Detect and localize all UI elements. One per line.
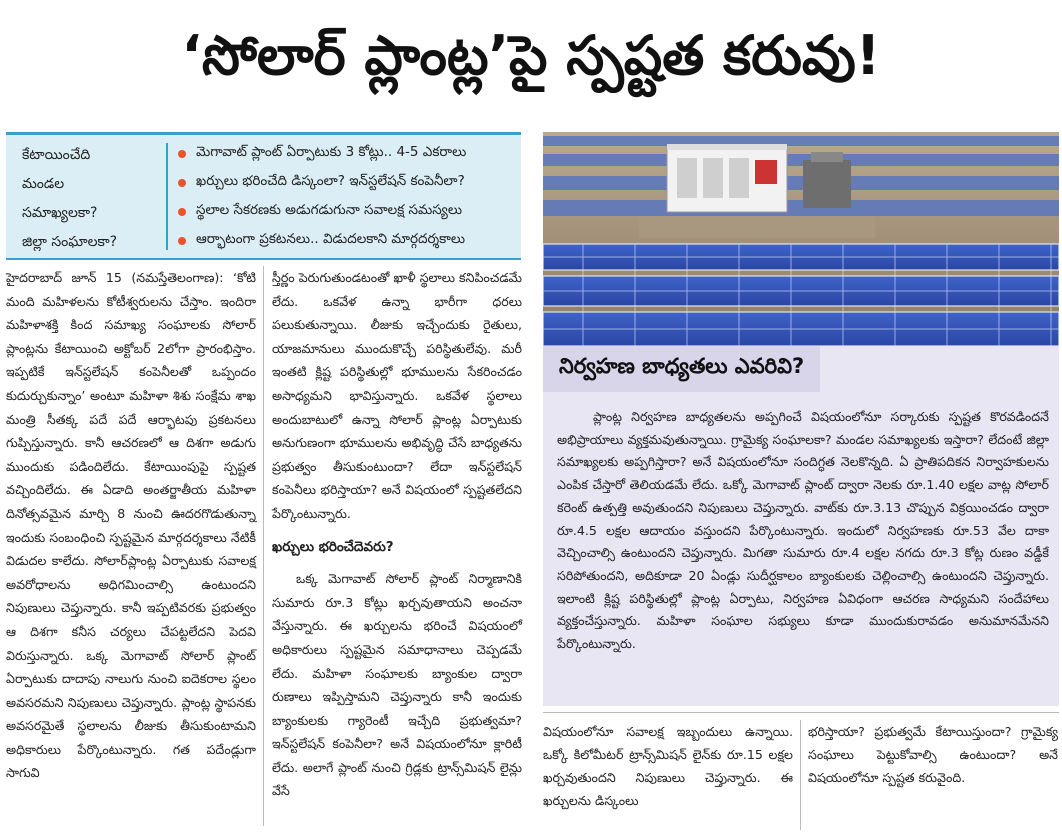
headline: ‘సోలార్ ప్లాంట్ల’పై స్పష్టత కరువు! [181,23,881,87]
question-line: జిల్లా సంఘాలకా? [22,234,118,250]
article-column-4 [808,720,1058,789]
paragraph: హైదరాబాద్ జూన్ 15 (నమస్తేతెలంగాణ): ‘కోటి మంది మహిళలను కోటీశ్వరులను చేస్తాం. ఇందిరా మహిళాశక్తి కింద సమాఖ్య సంఘాలకు సోలార్ ప్లాంట్లను కేటాయించి అక్టోబర్ 2లోగా ప్రారంభిస్తాం. ఇప్పటికే ఇన్‌స్టలేషన్ కంపెనీలతో ఒప్పందం కుదుర్చుకున్నాం’ అంటూ మహిళా శిశు సంక్షేమ శాఖ మంత్రి సీతక్క పదే పదే ఆర్భాటపు ప్రకటనలు గుప్పిస్తున్నారు. కానీ ఆచరణలో ఆ దిశగా అడుగు ముందుకు పడిందిలేదు. కేటాయింపుపై స్పష్టత వచ్చిందిలేదు. ఈ ఏడాది అంతర్జాతీయ మహిళా దినోత్సవమైన మార్చి 8 నుంచి ఊదరగొడుతున్నా ఇందుకు సంబంధించి స్పష్టమైన మార్గదర్శకాలు నేటికీ విడుదల కాలేదు. సోలార్‌ప్లాంట్ల ఏర్పాటుకు సవాలక్ష అవరోధాలను అధిగమించాల్సి ఉంటుందని నిపుణులు చెప్తున్నారు. కానీ ఇప్పటివరకు ప్రభుత్వం ఆ దిశగా కనీస చర్యలు చేపట్టలేదని పెదవి విరుస్తున్నారు. ఒక్క మెగావాట్ సోలార్ ప్లాంట్ ఏర్పాటుకు దాదాపు నాలుగు నుంచి ఐదెకరాల స్థలం అవసరమని నిపుణులు చెప్తున్నారు. ప్లాంట్ల స్థాపనకు అవసరమైతే స్థలాలను లీజుకు తీసుకుంటామని అధికారులు పేర్కొంటున్నారు. గత పదేండ్లుగా సాగువి [6,270,256,781]
paragraph: విషయంలోనూ సవాలక్ష ఇబ్బందులు ఉన్నాయి. ఒక్కో కిలోమీటర్ ట్రాన్స్‌మిషన్ లైన్‌కు రూ.15 లక్షల ఖర్చవుతుందని నిపుణులు చెప్తున్నారు. ఈ ఖర్చులను డిస్కంలు [543,724,793,808]
paragraph: స్తీర్ణం పెరుగుతుండటంతో ఖాళీ స్థలాలు కనిపించడమే లేదు. ఒకవేళ ఉన్నా భారీగా ధరలు పలుకుతున్నాయి. లీజుకు ఇచ్చేందుకు రైతులు, యాజమానులు ముందుకొచ్చే పరిస్థితులేవు. మరీ ఇంతటి క్లిష్ట పరిస్థితుల్లో భూములను సేకరించడం అసాధ్యమని భావిస్తున్నారు. ఒకవేళ స్థలాలు అందుబాటులో ఉన్నా సోలార్ ప్లాంట్ల ఏర్పాటుకు అనుగుణంగా భూములను అభివృద్ధి చేసే బాధ్యతను ప్రభుత్వం తీసుకుంటుందా? లేదా ఇన్‌స్టలేషన్ కంపెనీలు భరిస్తాయా? అనే విషయంలో స్పష్టతలేదని పేర్కొంటున్నారు. [272,270,522,521]
question-line: మండల [22,176,65,192]
panel-heading: నిర్వహణ బాధ్యతలు ఎవరివి? [543,346,820,392]
article-column-1 [6,266,256,785]
question-line: సమాఖ్యలకా? [22,205,98,221]
article-column-2 [272,266,522,803]
column-divider [263,266,264,826]
highlights-points [168,135,521,258]
paragraph: భరిస్తాయా? ప్రభుత్వమే కేటాయిస్తుందా? గ్రామైక్య సంఘాలు పెట్టుకోవాల్సి ఉంటుందా? అనే విషయంలోనూ స్పష్టత కరువైంది. [808,724,1058,785]
highlights-questions [6,135,166,258]
highlight-point-text: మెగావాట్ ప్లాంట్ ఏర్పాటుకు 3 కోట్లు.. 4-5 ఎకరాలు [196,144,467,160]
highlight-point-text: స్థలాల సేకరణకు అడుగడుగునా సవాలక్ష సమస్యలు [196,202,463,218]
highlights-box [6,132,521,260]
solar-plant-photo [543,132,1059,346]
section-divider [543,712,1059,713]
highlight-point [178,226,515,255]
solar-panels-image [543,132,1059,346]
highlight-point [178,139,515,168]
highlight-point [178,168,515,197]
highlight-point [178,197,515,226]
bullet-dot-icon [178,150,186,158]
highlight-point-text: ఖర్చులు భరించేది డిస్కంలా? ఇన్‌స్టలేషన్ కంపెనీలా? [196,173,465,189]
sidebar-panel [543,346,1059,706]
paragraph: ఒక్క మెగావాట్ సోలార్ ప్లాంట్ నిర్మాణానికి సుమారు రూ.3 కోట్లు ఖర్చవుతాయని అంచనా వేస్తున్నారు. ఈ ఖర్చులను భరించే విషయంలో అధికారులు స్పష్టమైన సమాధానాలు చెప్పడమే లేదు. మహిళా సంఘాలకు బ్యాంకుల ద్వారా రుణాలు ఇప్పిస్తామని చెప్తున్నారు కానీ ఇందుకు బ్యాంకులకు గ్యారెంటీ ఇచ్చేది ప్రభుత్వమా? ఇన్‌స్టలేషన్ కంపెనీలా? అనే విషయంలోనూ క్లారిటీ లేదు. అలాగే ప్లాంట్ నుంచి గ్రిడ్లకు ట్రాన్స్‌మిషన్ లైన్లు వేసే [272,571,522,799]
highlight-point-text: ఆర్భాటంగా ప్రకటనలు.. విడుదలకాని మార్గదర్శకాలు [196,231,466,247]
article-column-3 [543,720,793,812]
question-line: కేటాయించేది [22,147,91,163]
column-divider [800,720,801,830]
bullet-dot-icon [178,208,186,216]
bullet-dot-icon [178,179,186,187]
bullet-dot-icon [178,237,186,245]
panel-body: ప్లాంట్ల నిర్వహణ బాధ్యతలను అప్పగించే విషయంలోనూ సర్కారుకు స్పష్టత కొరవడిందనే అభిప్రాయాలు వ్యక్తమవుతున్నాయి. గ్రామైక్య సంఘాలకా? మండల సమాఖ్యలకు ఇస్తారా? లేదంటే జిల్లా సమాఖ్యలకు అప్పగిస్తారా? అనే విషయంలోనూ సందిగ్ధత నెలకొన్నది. ఏ ప్రాతిపదికన నిర్వాహకులను ఎంపిక చేస్తారో తెలియడమే లేదు. ఒక్కో మెగావాట్ ప్లాంట్ ద్వారా నెలకు రూ.1.40 లక్షల వాట్ల సోలార్ కరెంట్ ఉత్పత్తి అవుతుందని నిపుణులు చెప్తున్నారు. వాట్‌కు రూ.3.13 చొప్పున విక్రయించడం ద్వారా రూ.4.5 లక్షల ఆదాయం వస్తుందని పేర్కొంటున్నారు. ఇందులో నిర్వహణకు రూ.53 వేల దాకా వెచ్చించాల్సి ఉంటుందని చెప్తున్నారు. మిగతా సుమారు రూ.4 లక్షల నగదు రూ.3 కోట్ల రుణం వడ్డీకే సరిపోతుందని, అదికూడా 20 ఏండ్లు సుదీర్ఘకాలం బ్యాంకులకు చెల్లించాల్సి ఉంటుందని చెప్తున్నారు. ఇలాంటి క్లిష్ట పరిస్థితుల్లో ప్లాంట్ల ఏర్పాటు, నిర్వహణ ఏవిధంగా ఆచరణ సాధ్యమని సందేహాలు వ్యక్తంచేస్తున్నారు. మహిళా సంఘాల సభ్యులు కూడా ముందుకురావడం అనుమానమేనని పేర్కొంటున్నారు. [557,409,1049,652]
subheading: ఖర్చులు భరించేదెవరు? [272,538,394,555]
